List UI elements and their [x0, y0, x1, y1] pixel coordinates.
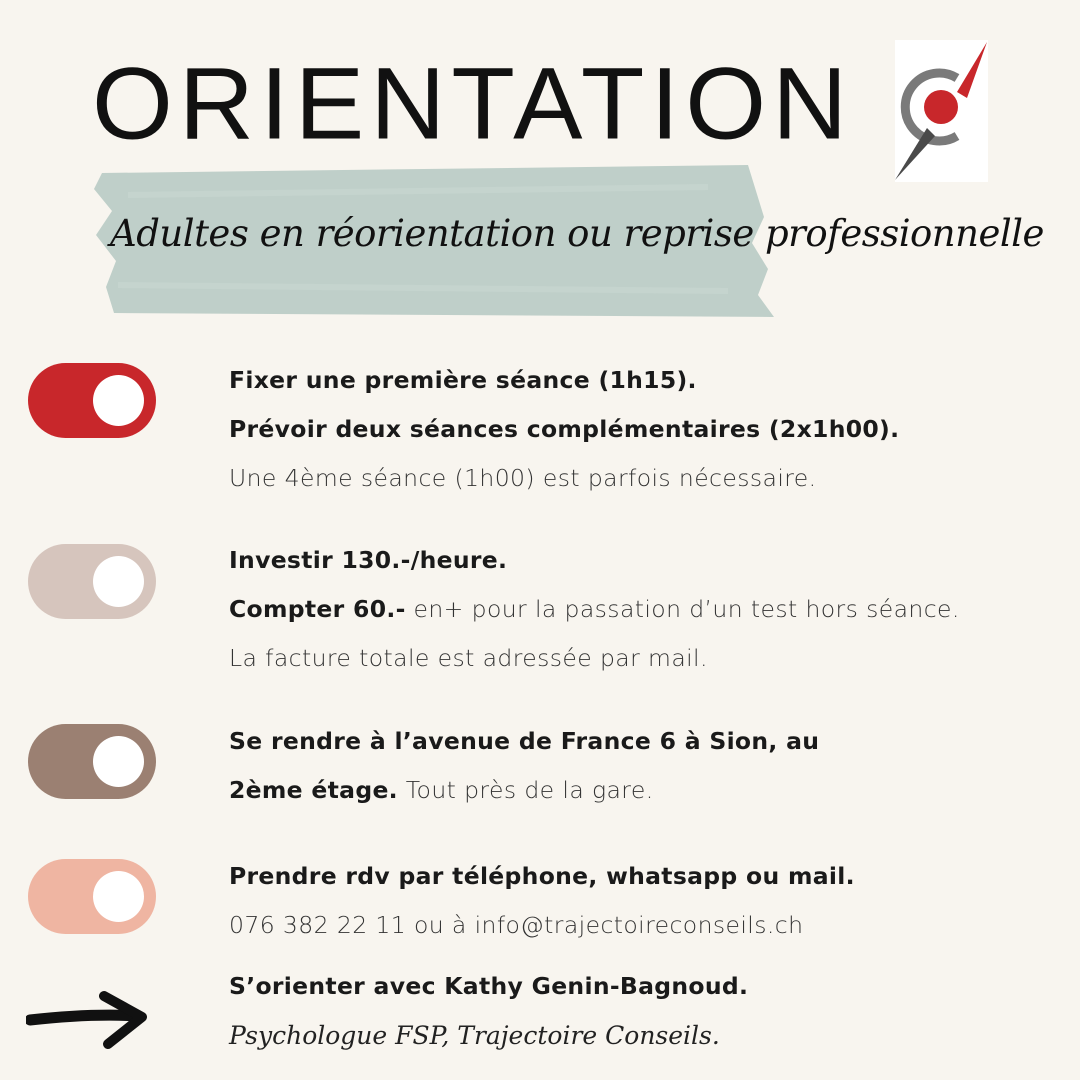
section-line	[229, 852, 1049, 901]
author-line: S’orienter avec Kathy Genin-Bagnoud.	[229, 972, 749, 1000]
bold-text: Compter 60.-	[229, 595, 406, 623]
section-line	[229, 717, 1049, 766]
subtitle: Adultes en réorientation ou reprise professionnelle	[110, 212, 1044, 255]
section-location	[229, 717, 1049, 815]
section-line	[229, 454, 1049, 503]
regular-text: Tout près de la gare.	[397, 776, 654, 804]
regular-text: La facture totale est adressée par mail.	[229, 644, 708, 672]
section-line	[229, 901, 1049, 950]
section-line	[229, 766, 1049, 815]
section-pricing	[229, 536, 1049, 683]
page-title: ORIENTATION	[92, 47, 854, 161]
bold-text: Prévoir deux séances complémentaires (2x1h00).	[229, 415, 900, 443]
section-contact	[229, 852, 1049, 950]
bold-text: Prendre rdv par téléphone, whatsapp ou mail.	[229, 862, 855, 890]
toggle-knob	[93, 736, 144, 787]
regular-text: en+ pour la passation d’un test hors séance.	[405, 595, 960, 623]
section-line	[229, 405, 1049, 454]
bold-text: Se rendre à l’avenue de France 6 à Sion, au	[229, 727, 820, 755]
toggle-knob	[93, 556, 144, 607]
section-line	[229, 356, 1049, 405]
arrow-right-icon	[26, 990, 148, 1050]
section-line	[229, 634, 1049, 683]
bold-text: Fixer une première séance (1h15).	[229, 366, 697, 394]
regular-text: 076 382 22 11 ou à info@trajectoireconseils.ch	[229, 911, 804, 939]
toggle-knob	[93, 375, 144, 426]
bold-text: 2ème étage.	[229, 776, 398, 804]
bold-text: Investir 130.-/heure.	[229, 546, 508, 574]
toggle-knob	[93, 871, 144, 922]
toggle-on-icon	[28, 544, 156, 619]
toggle-on-icon	[28, 724, 156, 799]
author-signature: Psychologue FSP, Trajectoire Conseils.	[229, 1021, 720, 1050]
footer-block	[229, 962, 1049, 1060]
compass-logo-icon	[895, 40, 988, 182]
section-line	[229, 536, 1049, 585]
toggle-on-icon	[28, 859, 156, 934]
section-sessions	[229, 356, 1049, 503]
toggle-on-icon	[28, 363, 156, 438]
regular-text: Une 4ème séance (1h00) est parfois nécessaire.	[229, 464, 817, 492]
section-line	[229, 585, 1049, 634]
